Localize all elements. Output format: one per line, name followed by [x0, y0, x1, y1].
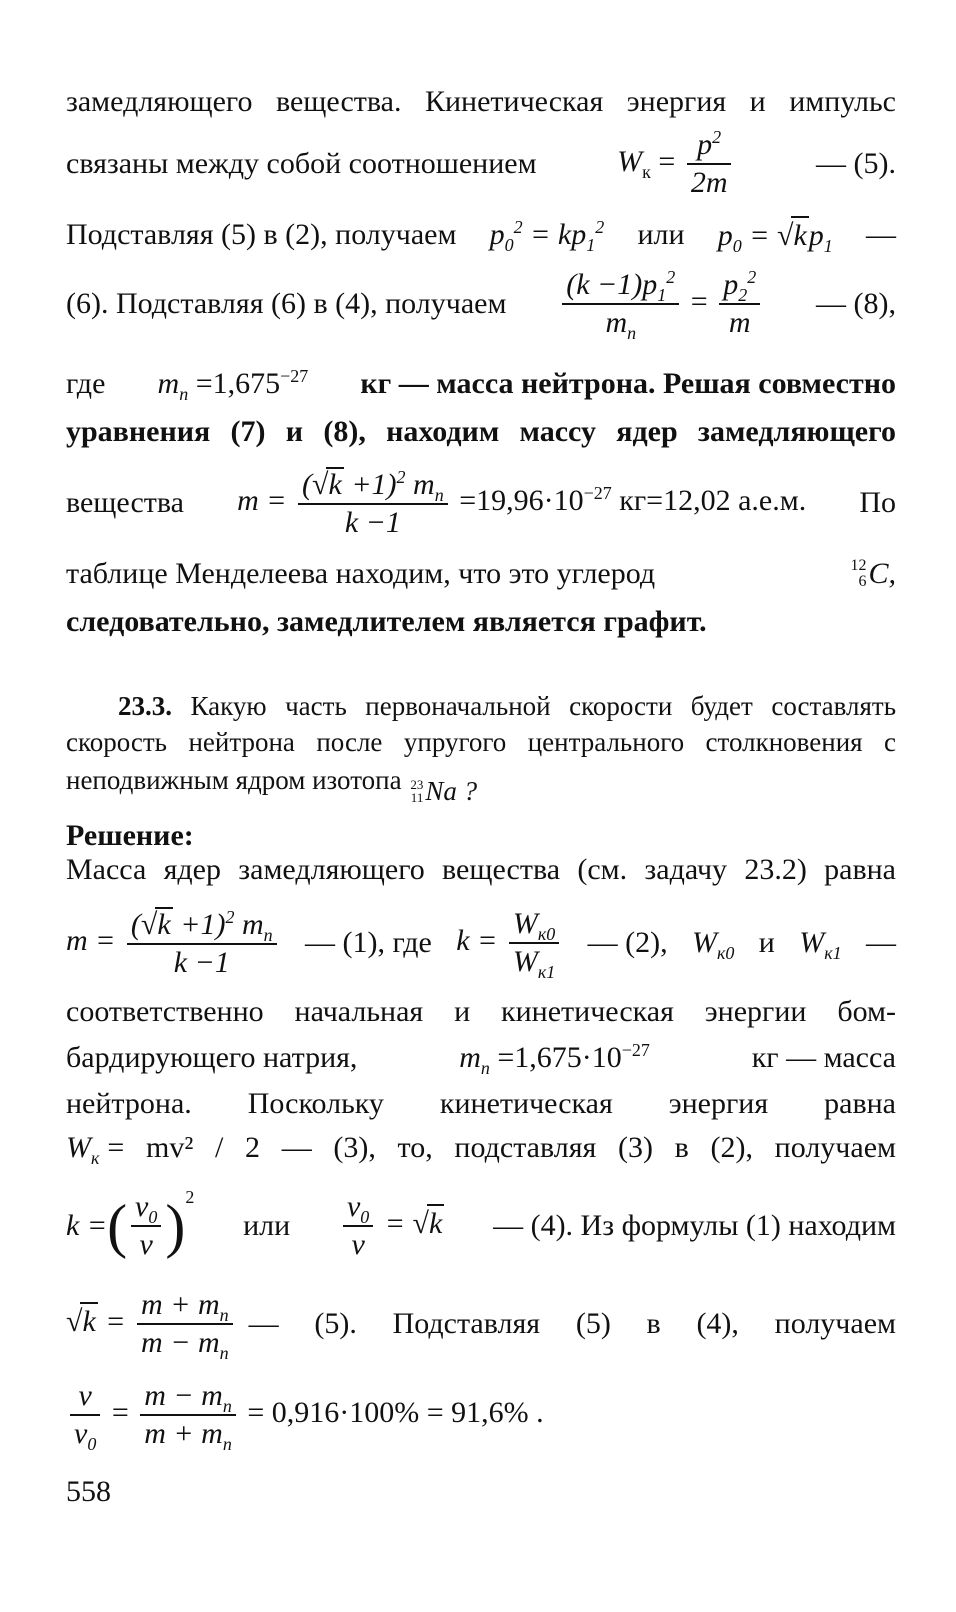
solution-heading: Решение:: [66, 819, 194, 852]
problem-line: [118, 688, 896, 724]
problem-number: 23.3.: [118, 691, 172, 721]
problem-line: [66, 762, 896, 809]
text: Подставляя (5) в (2), получаем: [66, 218, 457, 251]
isotope-carbon: 12 6 C,: [850, 557, 896, 590]
text: — (5).: [816, 147, 896, 180]
problem-line: скорость нейтрона после упругого центрального столкновения с: [66, 727, 896, 757]
formula-2: k = $\frac{W_{к0}}{W_{к1}}$: [456, 908, 563, 978]
formula: $W_{к0}$: [691, 926, 735, 963]
formula-5: √k = $\frac{m + m_n}{m - m_n}$: [66, 1289, 237, 1359]
text: — (8),: [816, 287, 896, 320]
text: вещества: [66, 486, 184, 519]
isotope-sodium: 23 11 Na ?: [410, 776, 478, 806]
page-number: 558: [66, 1475, 111, 1508]
text-line-formula: [66, 264, 896, 344]
text-line: Масса ядер замедляющего вещества (см. задачу 23.2) равна: [66, 853, 896, 886]
fraction: [687, 129, 732, 199]
text: кг — масса нейтрона. Решая совместно: [360, 367, 896, 400]
text: Какую часть первоначальной скорости будет составлять: [190, 691, 897, 721]
text: — (4). Из формулы (1) находим: [493, 1209, 896, 1242]
text: где: [66, 367, 106, 400]
text: — (2),: [587, 926, 668, 959]
subscript: к: [642, 161, 651, 182]
text: — (1), где: [305, 926, 432, 959]
text-line-formula: [66, 1380, 896, 1464]
formula-1: m = $\frac{(√k +1)^2 m_n}{k -1}$: [66, 907, 281, 979]
text-line-formula: [66, 216, 896, 254]
text-line-formula: [66, 1184, 896, 1268]
text: или: [243, 1209, 291, 1242]
text: кг — масса: [751, 1041, 896, 1074]
text: — (5). Подставляя (5) в (4), получаем: [248, 1307, 896, 1340]
formula-8: $\frac{(k -1)p_1^2}{m_n}$ = $\frac{p_2^2}{m}$: [558, 269, 764, 339]
text: таблице Менделеева находим, что это углерод: [66, 557, 656, 590]
formula: $p_0^2 = kp_1^2$: [489, 217, 605, 255]
text-line: уравнения (7) и (8), находим массу ядер замедляющего: [66, 415, 896, 448]
text: и: [758, 926, 775, 959]
text: бардирующего натрия,: [66, 1041, 358, 1074]
text: (6). Подставляя (6) в (4), получаем: [66, 287, 507, 320]
formula-k: k = ( $\frac{v_0}{v}$ ) 2: [66, 1187, 195, 1261]
text: связаны между собой соотношением: [66, 147, 537, 180]
fraction: $\frac{p_2^2}{m}$: [719, 269, 760, 339]
text: = mv² / 2 — (3), то, подставляя (3) в (2), получаем: [107, 1131, 896, 1164]
formula: $p_0 = √kp_1$: [718, 216, 833, 254]
text-line: нейтрона. Поскольку кинетическая энергия равна: [66, 1087, 896, 1120]
text-line: соответственно начальная и кинетическая энергии бом-: [66, 995, 896, 1028]
formula: $m_n =1,675\cdot 10^{-27}$: [459, 1040, 650, 1078]
text: —: [865, 218, 896, 251]
text: неподвижным ядром изотопа: [66, 765, 402, 795]
text-line-formula: [66, 126, 896, 202]
formula: $W_к$: [66, 1131, 100, 1168]
formula-result: $\frac{v}{v_0}$ = $\frac{m - m_n}{m + m_n}$ = 0,916·100% = 91,6% .: [66, 1396, 544, 1429]
text-line: [66, 1130, 896, 1166]
text-line: [66, 1040, 896, 1076]
text-line-formula: [66, 898, 896, 988]
text: или: [637, 218, 685, 251]
formula-kinetic-energy: $W_к$ = $\frac{p^2}{2m}$: [617, 129, 735, 199]
formula-4: $\frac{v_0}{v}$ = √k: [339, 1191, 444, 1261]
denominator: 2m: [690, 166, 728, 199]
text-line-formula: [66, 458, 896, 548]
fraction: $\frac{(√k +1)^2 m_n}{k -1}$: [298, 467, 448, 539]
fraction: $\frac{(k -1)p_1^2}{m_n}$: [562, 269, 679, 339]
formula: $m_n =1,675^{-27}$: [157, 366, 309, 404]
symbol: W: [617, 144, 643, 178]
text-line-formula: [66, 1282, 896, 1366]
text: —: [866, 926, 896, 959]
text-line: замедляющего вещества. Кинетическая энергия и импульс: [66, 85, 896, 118]
text-line: следовательно, замедлителем является графит.: [66, 605, 707, 638]
text-line: [66, 556, 896, 592]
numerator: $p^2$: [687, 129, 732, 165]
text-line: [66, 366, 896, 402]
text: По: [859, 486, 896, 519]
formula: $W_{к1}$: [799, 926, 842, 963]
formula-mass: m = $\frac{(√k +1)^2 m_n}{k -1}$ $=19,96\cdot 10^{-27}$ кг=12,02 а.е.м.: [237, 467, 807, 539]
